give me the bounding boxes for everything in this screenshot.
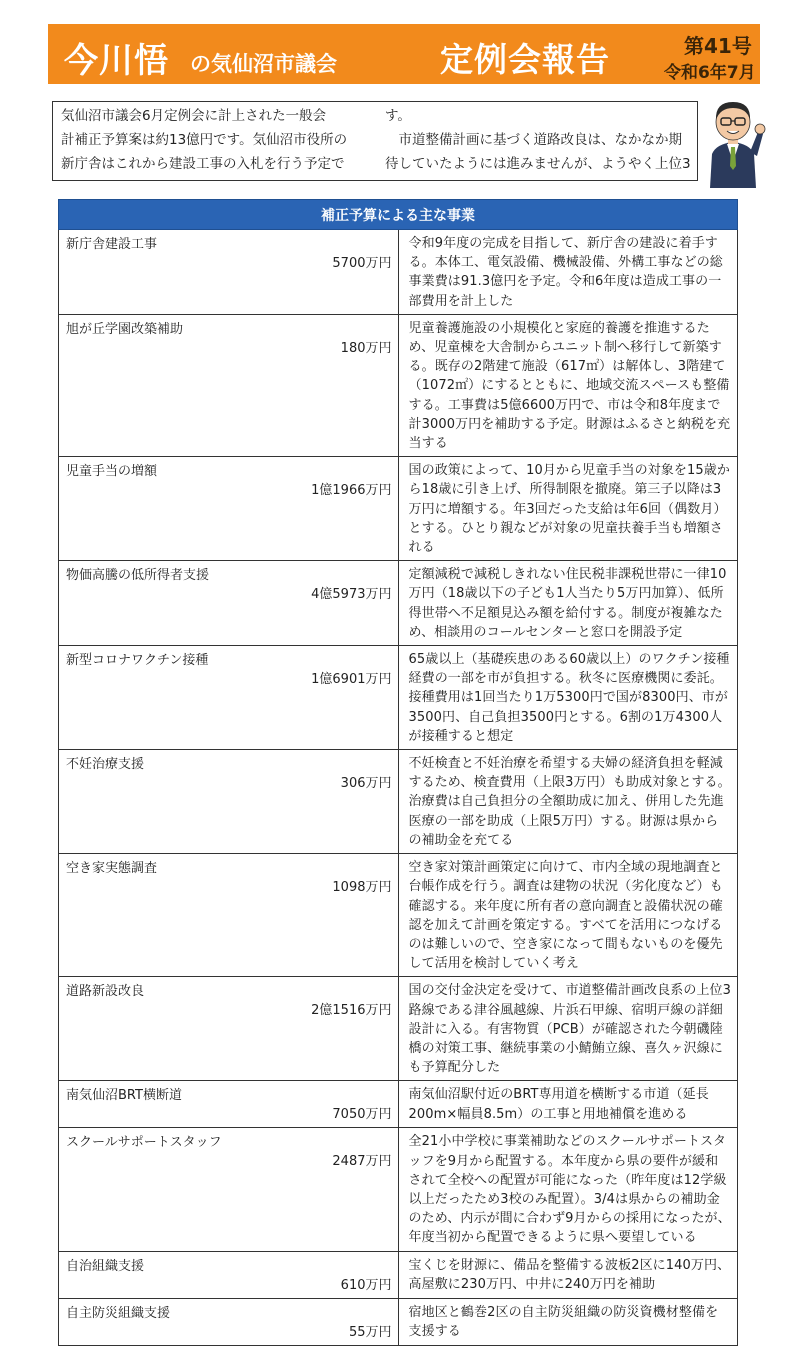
project-amount: 1億6901万円 xyxy=(311,672,392,688)
project-description: 65歳以上（基礎疾患のある60歳以上）のワクチン接種経費の一部を市が負担する。秋冬に医療機関に委託。接種費用は1回当たり1万5300円で国が8300円、市が3500円、自己負担3500円とする。6割の1万4300人が接種すると想定 xyxy=(398,646,738,750)
project-amount: 5700万円 xyxy=(332,256,392,271)
project-amount: 610万円 xyxy=(340,1277,392,1293)
project-description: 児童養護施設の小規模化と家庭的養護を推進するため、児童棟を大舎制からユニット制へ移行して新築する。既存の2階建て施設（617㎡）は解体し、3階建て（1072㎡）にするとともに、地域交流スペースも整備する。工事費は5億6600万円で、市は令和8年度まで計3000万円を補助する予定。財源はふるさと納税を充当する xyxy=(398,314,738,456)
table-row xyxy=(59,750,738,854)
author-avatar-illustration xyxy=(700,92,766,188)
table-row xyxy=(59,854,738,977)
issue-date: 令和6年7月 xyxy=(664,63,756,83)
table-row xyxy=(59,1251,738,1298)
table-row xyxy=(59,646,738,750)
table-row xyxy=(59,314,738,456)
project-cell xyxy=(59,854,399,977)
table-row xyxy=(59,561,738,646)
project-cell xyxy=(59,457,399,561)
project-description: 全21小中学校に事業補助などのスクールサポートスタッフを9月から配置する。本年度から県の要件が緩和されて全校への配置が可能になった（昨年度は12学級以上だったため3校のみ配置）。3/4は県からの補助金のため、内示が間に合わず9月からの採用になったが、年度当初から配置できるように県へ要望している xyxy=(398,1128,738,1251)
intro-column-2: す。 市道整備計画に基づく道路改良は、なかなか期 待していたようには進みませんが、ようやく上位3 xyxy=(385,108,691,172)
issue-number: 第41号 xyxy=(684,34,752,58)
project-description: 南気仙沼駅付近のBRT専用道を横断する市道（延長200m×幅員8.5m）の工事と用地補償を進める xyxy=(398,1081,738,1128)
project-description: 令和9年度の完成を目指して、新庁舎の建設に着手する。本体工、電気設備、機械設備、外構工事などの総事業費は91.3億円を予定。令和6年度は造成工事の一部費用を計上した xyxy=(398,230,738,315)
project-description: 国の交付金決定を受けて、市道整備計画改良系の上位3路線である津谷風越線、片浜石甲線、宿明戸線の詳細設計に入る。有害物質（PCB）が確認された今朝磯陸橋の対策工事、継続事業の小鯖鮪立線、喜久ヶ沢線にも予算配分した xyxy=(398,977,738,1081)
project-name: 児童手当の増額 xyxy=(66,464,158,480)
project-cell xyxy=(59,646,399,750)
author-name: 今川悟 xyxy=(64,41,169,81)
table-row xyxy=(59,1081,738,1128)
project-description: 宝くじを財源に、備品を整備する波板2区に140万円、高屋敷に230万円、中井に240万円を補助 xyxy=(398,1251,738,1298)
project-name: 新型コロナワクチン接種 xyxy=(66,653,209,669)
project-name: 旭が丘学園改築補助 xyxy=(66,321,184,337)
table-title: 補正予算による主な事業 xyxy=(59,200,738,230)
project-amount: 7050万円 xyxy=(332,1107,392,1123)
project-cell xyxy=(59,230,399,315)
table-row xyxy=(59,1128,738,1251)
project-amount: 1億1966万円 xyxy=(311,483,392,499)
project-description: 定額減税で減税しきれない住民税非課税世帯に一律10万円（18歳以下の子ども1人当たり5万円加算）、低所得世帯へ不足額見込み額を給付する。制度が複雑なため、相談用のコールセンターと窓口を開設予定 xyxy=(398,561,738,646)
project-name: 道路新設改良 xyxy=(66,984,145,1000)
project-cell xyxy=(59,1298,399,1345)
project-name: 不妊治療支援 xyxy=(66,757,145,773)
table-row xyxy=(59,977,738,1081)
project-amount: 2億1516万円 xyxy=(311,1003,392,1019)
project-cell xyxy=(59,1128,399,1251)
project-description: 空き家対策計画策定に向けて、市内全域の現地調査と台帳作成を行う。調査は建物の状況（劣化度など）も確認する。来年度に所有者の意向調査と設備状況の確認を加えて計画を策定する。すべてを活用につなげるのは難しいので、空き家になって間もないものを優先して活用を検討していく考え xyxy=(398,854,738,977)
intro-box xyxy=(52,101,698,181)
project-amount: 2487万円 xyxy=(332,1154,392,1170)
project-description: 不妊検査と不妊治療を希望する夫婦の経済負担を軽減するため、検査費用（上限3万円）も助成対象とする。治療費は自己負担分の全額助成に加え、併用した先進医療の一部を助成（上限5万円）する。財源は県からの補助金を充てる xyxy=(398,750,738,854)
project-description: 国の政策によって、10月から児童手当の対象を15歳から18歳に引き上げ、所得制限を撤廃。第三子以降は3万円に増額する。年3回だった支給は年6回（偶数月）とする。ひとり親などが対象の児童扶養手当も増額される xyxy=(398,457,738,561)
project-name: スクールサポートスタッフ xyxy=(66,1135,222,1151)
project-cell xyxy=(59,314,399,456)
project-cell xyxy=(59,1081,399,1128)
project-amount: 55万円 xyxy=(348,1324,392,1340)
intro-column-1: 気仙沼市議会6月定例会に計上された一般会 計補正予算案は約13億円です。気仙沼市役所の 新庁舎はこれから建設工事の入札を行う予定で xyxy=(61,108,348,172)
project-amount: 306万円 xyxy=(340,776,392,792)
project-name: 自主防災組織支援 xyxy=(66,1305,171,1321)
project-description: 宿地区と鶴巻2区の自主防災組織の防災資機材整備を支援する xyxy=(398,1298,738,1345)
project-cell xyxy=(59,1251,399,1298)
project-name: 新庁舎建設工事 xyxy=(66,237,158,252)
project-name: 物価高騰の低所得者支援 xyxy=(66,568,210,584)
project-cell xyxy=(59,750,399,854)
project-cell xyxy=(59,561,399,646)
project-amount: 1098万円 xyxy=(332,880,392,896)
project-name: 空き家実態調査 xyxy=(66,861,158,877)
project-cell xyxy=(59,977,399,1081)
budget-table xyxy=(58,199,738,1346)
header-banner xyxy=(48,24,760,84)
table-row xyxy=(59,230,738,315)
table-row xyxy=(59,1298,738,1345)
project-name: 南気仙沼BRT横断道 xyxy=(66,1088,182,1104)
project-amount: 4億5973万円 xyxy=(311,587,392,603)
report-title: 定例会報告 xyxy=(440,40,610,79)
council-name: の気仙沼市議会 xyxy=(190,52,337,76)
project-amount: 180万円 xyxy=(340,340,392,356)
table-row xyxy=(59,457,738,561)
project-name: 自治組織支援 xyxy=(66,1258,145,1274)
